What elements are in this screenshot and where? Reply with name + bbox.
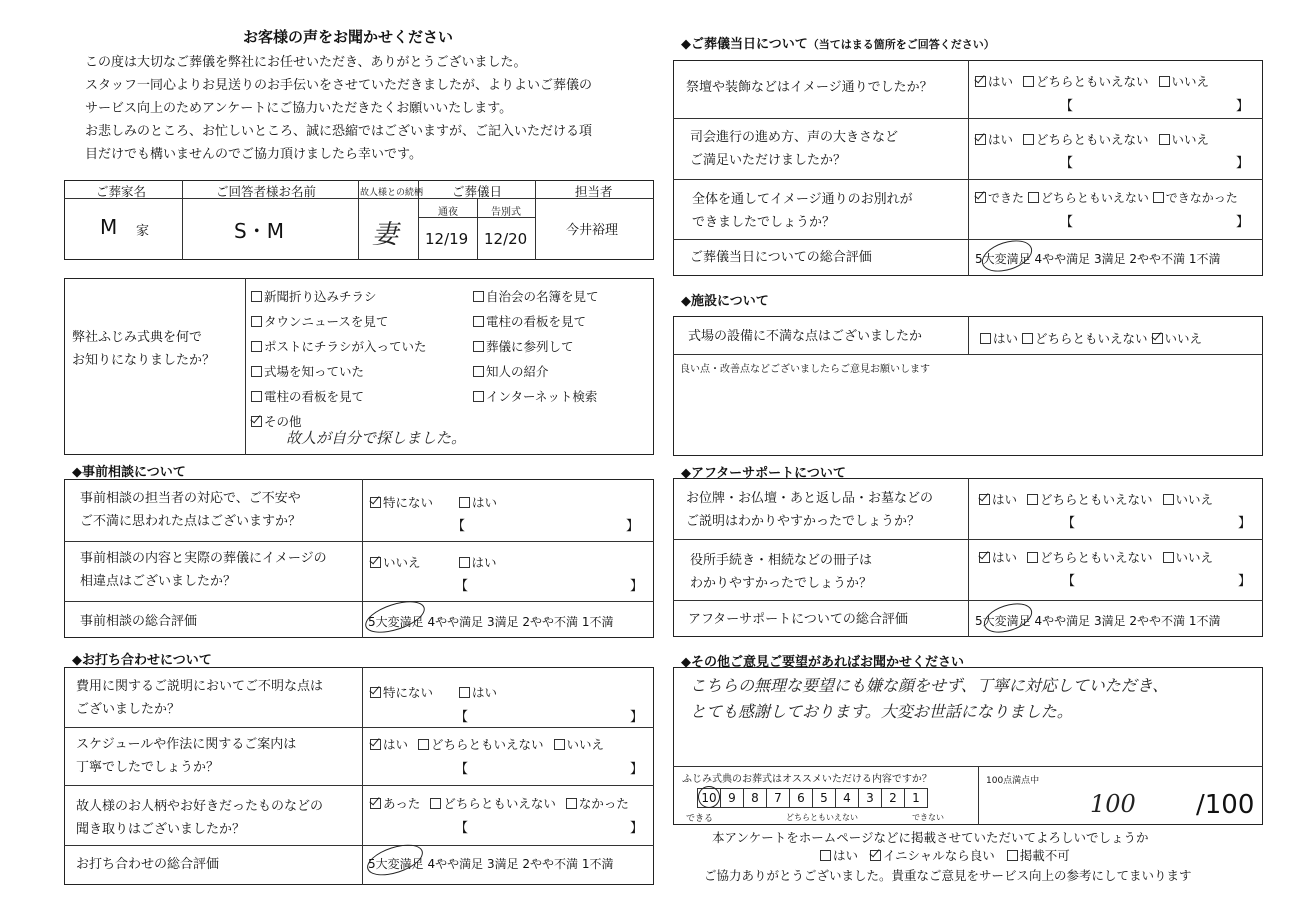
day-q1: 祭壇や装飾などはイメージ通りでしたか？ <box>686 80 933 95</box>
question-line: ご不満に思われた点はございますか？ <box>80 514 302 529</box>
answer-no[interactable]: いいえ <box>1163 492 1214 507</box>
question-line: 弊社ふじみ式典を何で <box>72 330 203 345</box>
publish-yes[interactable]: はい <box>820 848 858 863</box>
source-left-options <box>251 284 427 434</box>
day-q3 <box>692 188 913 234</box>
question-line: ございましたか？ <box>76 702 181 717</box>
rating-2[interactable]: 2やや不満 <box>1129 614 1186 628</box>
bracket-right: 】 <box>1238 516 1252 531</box>
option-post-flyer[interactable]: ポストにチラシが入っていた <box>251 334 427 359</box>
survey-title: お客様の声をお聞かせください <box>243 28 454 46</box>
publish-initial[interactable]: イニシャルなら良い <box>870 848 995 863</box>
funeral-date: 12/20 <box>484 230 528 248</box>
bracket-right: 】 <box>1236 99 1250 114</box>
intro-line: この度は大切なご葬儀を弊社にお任せいただき、ありがとうございました。 <box>85 55 527 70</box>
day-q3-answers <box>975 189 1238 206</box>
option-knew-venue[interactable]: 式場を知っていた <box>251 359 427 384</box>
day-q2 <box>690 126 898 172</box>
answer-yes[interactable]: はい <box>459 495 497 510</box>
bracket-right: 】 <box>630 821 644 836</box>
option-other[interactable]: その他 <box>251 409 427 434</box>
rating-1[interactable]: 1不満 <box>581 857 614 871</box>
question-line: 費用に関するご説明においてご不明な点は <box>76 679 324 694</box>
bracket-right: 】 <box>630 762 644 777</box>
question-line: わかりやすかったでしょうか？ <box>690 576 873 591</box>
other-handwritten: 故人が自分で探しました。 <box>286 429 467 447</box>
consult-q1 <box>80 487 301 533</box>
bracket-left: 【 <box>455 579 469 594</box>
answer-yes[interactable]: はい <box>370 737 408 752</box>
rating-5[interactable]: 5大変満足 <box>975 614 1031 628</box>
rating-1[interactable]: 1不満 <box>1188 614 1221 628</box>
bracket-left: 【 <box>1060 99 1074 114</box>
option-attended-funeral[interactable]: 葬儀に参列して <box>473 334 599 359</box>
meeting-heading: ◆お打ち合わせについて <box>72 653 212 668</box>
bracket-left: 【 <box>1060 215 1074 230</box>
scale-8[interactable]: 8 <box>743 788 767 808</box>
family-name: M <box>100 215 118 239</box>
rating-4[interactable]: 4やや満足 <box>427 615 484 629</box>
header-staff: 担当者 <box>575 184 613 199</box>
score-max: /100 <box>1196 790 1255 820</box>
rating-3[interactable]: 3満足 <box>486 857 519 871</box>
staff-name: 今井裕理 <box>566 223 619 238</box>
consult-q2 <box>80 547 327 593</box>
question-line: スケジュールや作法に関するご案内は <box>76 737 297 752</box>
relation-value: 妻 <box>372 220 399 250</box>
scale-3[interactable]: 3 <box>858 788 882 808</box>
comment-handwritten <box>690 673 1168 725</box>
option-association-list[interactable]: 自治会の名簿を見て <box>473 284 599 309</box>
scale-5[interactable]: 5 <box>812 788 836 808</box>
answer-no[interactable]: いいえ <box>1163 550 1214 565</box>
facility-q1-answers <box>980 329 1202 347</box>
day-heading: ◆ご葬儀当日について（当てはまる箇所をご回答ください） <box>681 37 995 52</box>
answer-not-had[interactable]: なかった <box>566 796 629 811</box>
answer-neither[interactable]: どちらともいえない <box>1028 191 1149 205</box>
answer-yes[interactable]: はい <box>975 132 1013 147</box>
question-line: ご説明はわかりやすかったでしょうか？ <box>686 514 921 529</box>
comment-line: とても感謝しております。大変お世話になりました。 <box>690 702 1073 721</box>
bracket-left: 【 <box>1060 156 1074 171</box>
rating-4[interactable]: 4やや満足 <box>1034 252 1091 266</box>
bracket-left: 【 <box>452 519 466 534</box>
other-heading: ◆その他ご意見ご要望があればお聞かせください <box>681 655 964 670</box>
answer-neither[interactable]: どちらともいえない <box>1027 492 1153 507</box>
answer-neither[interactable]: どちらともいえない <box>430 796 556 811</box>
question-line: 丁寧でしたでしょうか？ <box>76 760 220 775</box>
recommend-question: ふじみ式典のお葬式はオススメいただける内容ですか？ <box>682 774 932 785</box>
rating-5[interactable]: 5大変満足 <box>368 615 424 629</box>
score-value: 100 <box>1090 790 1136 818</box>
consult-q3: 事前相談の総合評価 <box>80 614 198 629</box>
bracket-right: 】 <box>1236 156 1250 171</box>
publish-options <box>820 846 1070 864</box>
intro-text <box>85 51 592 166</box>
option-town-news[interactable]: タウンニュースを見て <box>251 309 427 334</box>
answer-yes[interactable]: はい <box>459 685 497 700</box>
intro-line: スタッフ一同心よりお見送りのお手伝いをさせていただきましたが、よりよいご葬儀の <box>85 78 593 93</box>
rating-2[interactable]: 2やや不満 <box>522 857 579 871</box>
after-q3: アフターサポートについての総合評価 <box>688 612 908 627</box>
day-q1-answers <box>975 72 1209 90</box>
intro-line: サービス向上のためアンケートにご協力いただきたくお願いいたします。 <box>85 101 513 116</box>
header-funeral: 告別式 <box>491 207 521 218</box>
bracket-right: 】 <box>630 579 644 594</box>
rating-4[interactable]: 4やや満足 <box>427 857 484 871</box>
question-line: お知りになりましたか？ <box>72 353 216 368</box>
rating-1[interactable]: 1不満 <box>581 615 614 629</box>
header-respondent: ご回答者様お名前 <box>216 184 317 199</box>
meeting-q1 <box>76 675 323 721</box>
consult-q2-answers <box>370 553 497 571</box>
header-family: ご葬家名 <box>96 184 147 199</box>
intro-line: 目だけでも構いませんのでご協力頂けましたら幸いです。 <box>85 147 422 162</box>
answer-yes[interactable]: はい <box>980 331 1018 346</box>
answer-could[interactable]: できた <box>975 191 1024 205</box>
scale-1[interactable]: 1 <box>904 788 928 808</box>
scale-7[interactable]: 7 <box>766 788 790 808</box>
question-line: お位牌・お仏壇・あと返し品・お墓などの <box>686 491 934 506</box>
after-q1-answers <box>979 490 1213 508</box>
answer-had[interactable]: あった <box>370 796 420 811</box>
meeting-q4: お打ち合わせの総合評価 <box>76 857 220 872</box>
option-pole-sign-2[interactable]: 電柱の看板を見て <box>473 309 599 334</box>
option-pole-sign[interactable]: 電柱の看板を見て <box>251 384 427 409</box>
question-line: 司会進行の進め方、声の大きさなど <box>690 130 899 145</box>
answer-yes[interactable]: はい <box>975 74 1013 89</box>
rating-3[interactable]: 3満足 <box>486 615 519 629</box>
question-line: 事前相談の担当者の対応で、ご不安や <box>80 491 301 506</box>
bracket-left: 【 <box>455 762 469 777</box>
option-internet[interactable]: インターネット検索 <box>473 384 599 409</box>
consult-heading: ◆事前相談について <box>72 465 186 480</box>
rating-5[interactable]: 5大変満足 <box>368 857 424 871</box>
header-date: ご葬儀日 <box>452 184 503 199</box>
question-line: 故人様のお人柄やお好きだったものなどの <box>76 799 324 814</box>
answer-neither[interactable]: どちらともいえない <box>1027 550 1153 565</box>
rating-5[interactable]: 5大変満足 <box>975 252 1031 266</box>
bracket-right: 】 <box>630 710 644 725</box>
bracket-left: 【 <box>1062 574 1076 589</box>
scale-10[interactable]: 10 <box>697 788 721 808</box>
bracket-left: 【 <box>455 710 469 725</box>
answer-yes[interactable]: はい <box>979 492 1017 507</box>
facility-heading: ◆施設について <box>681 294 769 309</box>
answer-no[interactable]: いいえ <box>370 555 421 570</box>
publish-no[interactable]: 掲載不可 <box>1007 848 1070 863</box>
comment-line: こちらの無理な要望にも嫌な顔をせず、丁寧に対応していただき、 <box>690 676 1169 695</box>
rating-1[interactable]: 1不満 <box>1188 252 1221 266</box>
scale-4[interactable]: 4 <box>835 788 859 808</box>
bracket-right: 】 <box>1236 215 1250 230</box>
header-relation: 故人様との続柄 <box>360 188 424 198</box>
header-wake: 通夜 <box>438 207 458 218</box>
bracket-right: 】 <box>1238 574 1252 589</box>
answer-none[interactable]: 特にない <box>370 685 433 700</box>
question-line: ご満足いただけましたか？ <box>690 153 847 168</box>
after-q1 <box>686 487 933 533</box>
scale-2[interactable]: 2 <box>881 788 905 808</box>
wake-date: 12/19 <box>425 230 469 248</box>
thanks-text: ご協力ありがとうございました。貴重なご意見をサービス向上の参考にしてまいります <box>704 868 1192 883</box>
bracket-right: 】 <box>626 519 640 534</box>
after-heading: ◆アフターサポートについて <box>681 466 846 481</box>
question-line: 役所手続き・相続などの冊子は <box>690 553 873 568</box>
meeting-q1-answers <box>370 683 497 701</box>
question-line: 事前相談の内容と実際の葬儀にイメージの <box>80 551 327 566</box>
family-suffix: 家 <box>136 224 150 239</box>
meeting-q2-answers <box>370 735 604 753</box>
answer-no[interactable]: いいえ <box>1152 331 1203 346</box>
rating-2[interactable]: 2やや不満 <box>1129 252 1186 266</box>
meeting-q3-answers <box>370 794 629 812</box>
meeting-q2 <box>76 733 296 779</box>
scale-cannot: できない <box>912 813 944 822</box>
bracket-left: 【 <box>455 821 469 836</box>
respondent-name: S・M <box>234 219 284 243</box>
after-q2 <box>690 549 872 595</box>
source-right-options <box>473 284 599 409</box>
option-newspaper[interactable]: 新聞折り込みチラシ <box>251 284 427 309</box>
day-q4: ご葬儀当日についての総合評価 <box>690 250 872 265</box>
recommend-scale <box>697 788 927 808</box>
rating-3[interactable]: 3満足 <box>1093 252 1126 266</box>
answer-yes[interactable]: はい <box>459 555 497 570</box>
question-line: できましたでしょうか？ <box>692 215 836 230</box>
facility-q1: 式場の設備に不満な点はございましたか <box>688 329 923 344</box>
meeting-q3 <box>76 795 323 841</box>
answer-none[interactable]: 特にない <box>370 495 433 510</box>
scale-neither: どちらともいえない <box>786 813 858 822</box>
question-line: 全体を通してイメージ通りのお別れが <box>692 192 913 207</box>
scale-6[interactable]: 6 <box>789 788 813 808</box>
answer-neither[interactable]: どちらともいえない <box>1023 132 1149 147</box>
consult-q1-answers <box>370 493 497 511</box>
rating-2[interactable]: 2やや不満 <box>522 615 579 629</box>
answer-no[interactable]: いいえ <box>554 737 605 752</box>
facility-note: 良い点・改善点などございましたらご意見お願いします <box>680 364 930 375</box>
score-label: 100点満点中 <box>986 776 1040 786</box>
rating-4[interactable]: 4やや満足 <box>1034 614 1091 628</box>
answer-could-not[interactable]: できなかった <box>1153 191 1238 205</box>
scale-9[interactable]: 9 <box>720 788 744 808</box>
intro-line: お悲しみのところ、お忙しいところ、誠に恐縮ではございますが、ご記入いただける項 <box>85 124 593 139</box>
scale-can: できる <box>686 814 714 824</box>
day-q2-answers <box>975 130 1209 148</box>
option-referral[interactable]: 知人の紹介 <box>473 359 599 384</box>
rating-3[interactable]: 3満足 <box>1093 614 1126 628</box>
answer-no[interactable]: いいえ <box>1159 74 1210 89</box>
answer-neither[interactable]: どちらともいえない <box>1023 74 1149 89</box>
bracket-left: 【 <box>1062 516 1076 531</box>
question-line: 相違点はございましたか？ <box>80 574 237 589</box>
answer-no[interactable]: いいえ <box>1159 132 1210 147</box>
publish-question: 本アンケートをホームページなどに掲載させていただいてよろしいでしょうか <box>712 830 1149 845</box>
answer-yes[interactable]: はい <box>979 550 1017 565</box>
answer-neither[interactable]: どちらともいえない <box>418 737 544 752</box>
source-question <box>72 326 215 372</box>
after-q2-answers <box>979 548 1213 566</box>
answer-neither[interactable]: どちらともいえない <box>1022 331 1148 346</box>
question-line: 聞き取りはございましたか？ <box>76 822 246 837</box>
